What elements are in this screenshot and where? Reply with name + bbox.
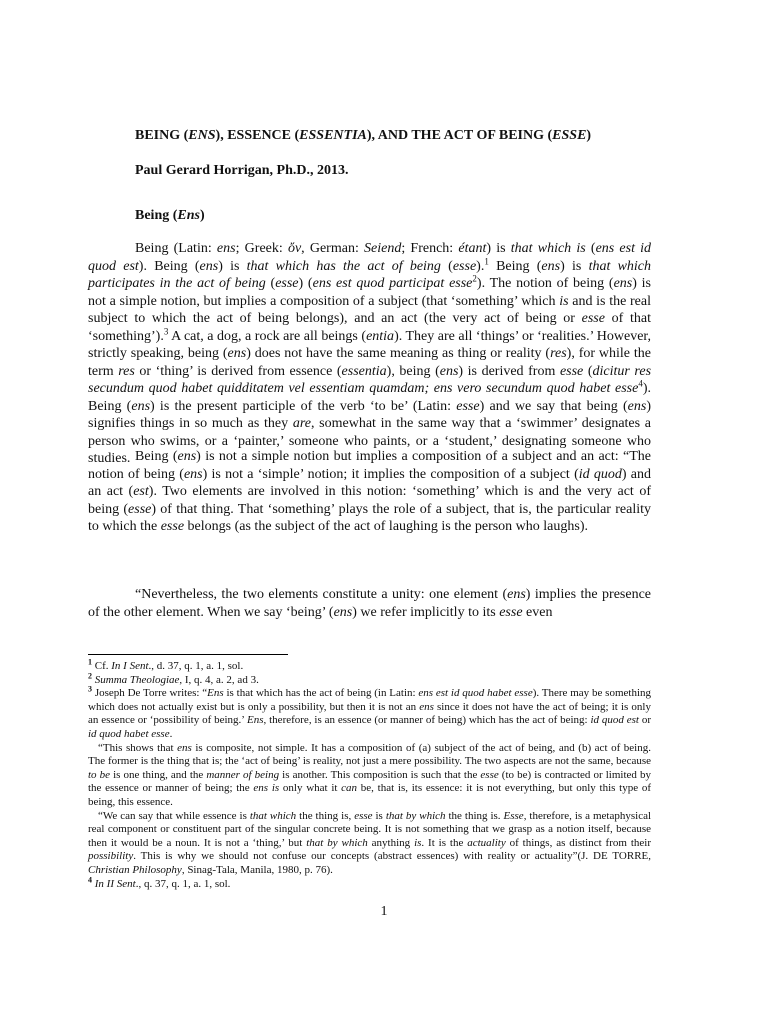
document-author: Paul Gerard Horrigan, Ph.D., 2013. <box>135 163 349 178</box>
footnote: $^3$ Joseph De Torre writes: “Ens is that which has the act of being (in Latin: ens est id quod habet esse). There may be something which does not actually exist but is only a possibility, but then it is not an ens since it does not have the act of being; it is only an essence or ‘possibility of being.’ Ens, therefore, is an essence (or manner of being) which has the act of being: id quod est or id quod habet esse. <box>88 684 652 740</box>
footnotes <box>88 657 652 891</box>
footnote-separator <box>88 654 288 655</box>
footnote: $^2$ Summa Theologiae, I, q. 4, a. 2, ad 3. <box>88 670 259 686</box>
document-title: BEING (ENS), ESSENCE (ESSENTIA), AND THE ACT OF BEING (ESSE) <box>135 128 592 143</box>
footnote-continuation: “This shows that ens is composite, not simple. It has a composition of (a) subject of the act of being, and (b) act of being. The former is the thing that is; the ‘act of being’ is reality, not just a mere possibility. The two aspects are not the same, because to be is one thing, and the manner of being is another. This composition is such that the esse (to be) is contracted or limited by the essence or manner of being; the ens is only what it can be, that is, its essence: it is not everything, but only this type of being, this essence. <box>88 741 652 808</box>
body-paragraph: “Nevertheless, the two elements constitute a unity: one element (ens) implies the presence of the other element. When we say ‘being’ (ens) we refer implicitly to its esse even <box>88 587 651 620</box>
section-heading: Being (Ens) <box>135 208 205 223</box>
footnote-continuation: “We can say that while essence is that which the thing is, esse is that by which the thing is. Esse, therefore, is a metaphysical real component or constituent part of the singular concrete being. It is not something that we grasp as a notion itself, because then it would be a noun. It is not a ‘thing,’ but that by which anything is. It is the actuality of things, as distinct from their possibility. This is why we should not confuse our concepts (abstract essences) with reality or actuality”(J. DE TORRE, Christian Philosophy, Sinag-Tala, Manila, 1980, p. 76). <box>88 809 652 876</box>
body-paragraph: Being (ens) is not a simple notion but implies a composition of a subject and an act: “The notion of being (ens) is not a ‘simple’ notion; it implies the composition of a subject (id quod) and an act (est). Two elements are involved in this notion: ‘something’ which is and the very act of being (esse) of that thing. That ‘something’ plays the role of a subject, that is, the particular reality to which the esse belongs (as the subject of the act of laughing is the person who laughs). <box>88 449 652 534</box>
page-number: 1 <box>380 904 388 919</box>
footnote: $^4$ In II Sent., q. 37, q. 1, a. 1, sol. <box>88 874 231 890</box>
body-paragraph: Being (Latin: ens; Greek: ὄν, German: Seiend; French: étant) is that which is (ens est id quod est). Being (ens) is that which has the act of being (esse).$^1$ Being (ens) is that which participates in the act of being (esse) (ens est quod participat esse$^2$). The notion of being (ens) is not a simple notion, but implies a composition of a subject (that ‘something’ which is and is the real subject to which the act of being belongs), and an act (the very act of being or esse of that ‘something’).$^3$ A cat, a dog, a rock are all beings (entia). They are all ‘things’ or ‘realities.’ However, strictly speaking, being (ens) does not have the same meaning as thing or reality (res), for while the term res or ‘thing’ is derived from essence (essentia), being (ens) is derived from esse (dicitur res secundum quod habet quidditatem vel essentiam quamdam; ens vero secundum quod habet esse$^4$). Being (ens) is the present participle of the verb ‘to be’ (Latin: esse) and we say that being (ens) signifies things in so much as they are, somewhat in the same way that a ‘swimmer’ designates a person who swims, or a ‘painter,’ someone who paints, or a ‘student,’ designating someone who studies. <box>88 241 652 466</box>
footnote: $^1$ Cf. In I Sent., d. 37, q. 1, a. 1, sol. <box>88 657 244 672</box>
